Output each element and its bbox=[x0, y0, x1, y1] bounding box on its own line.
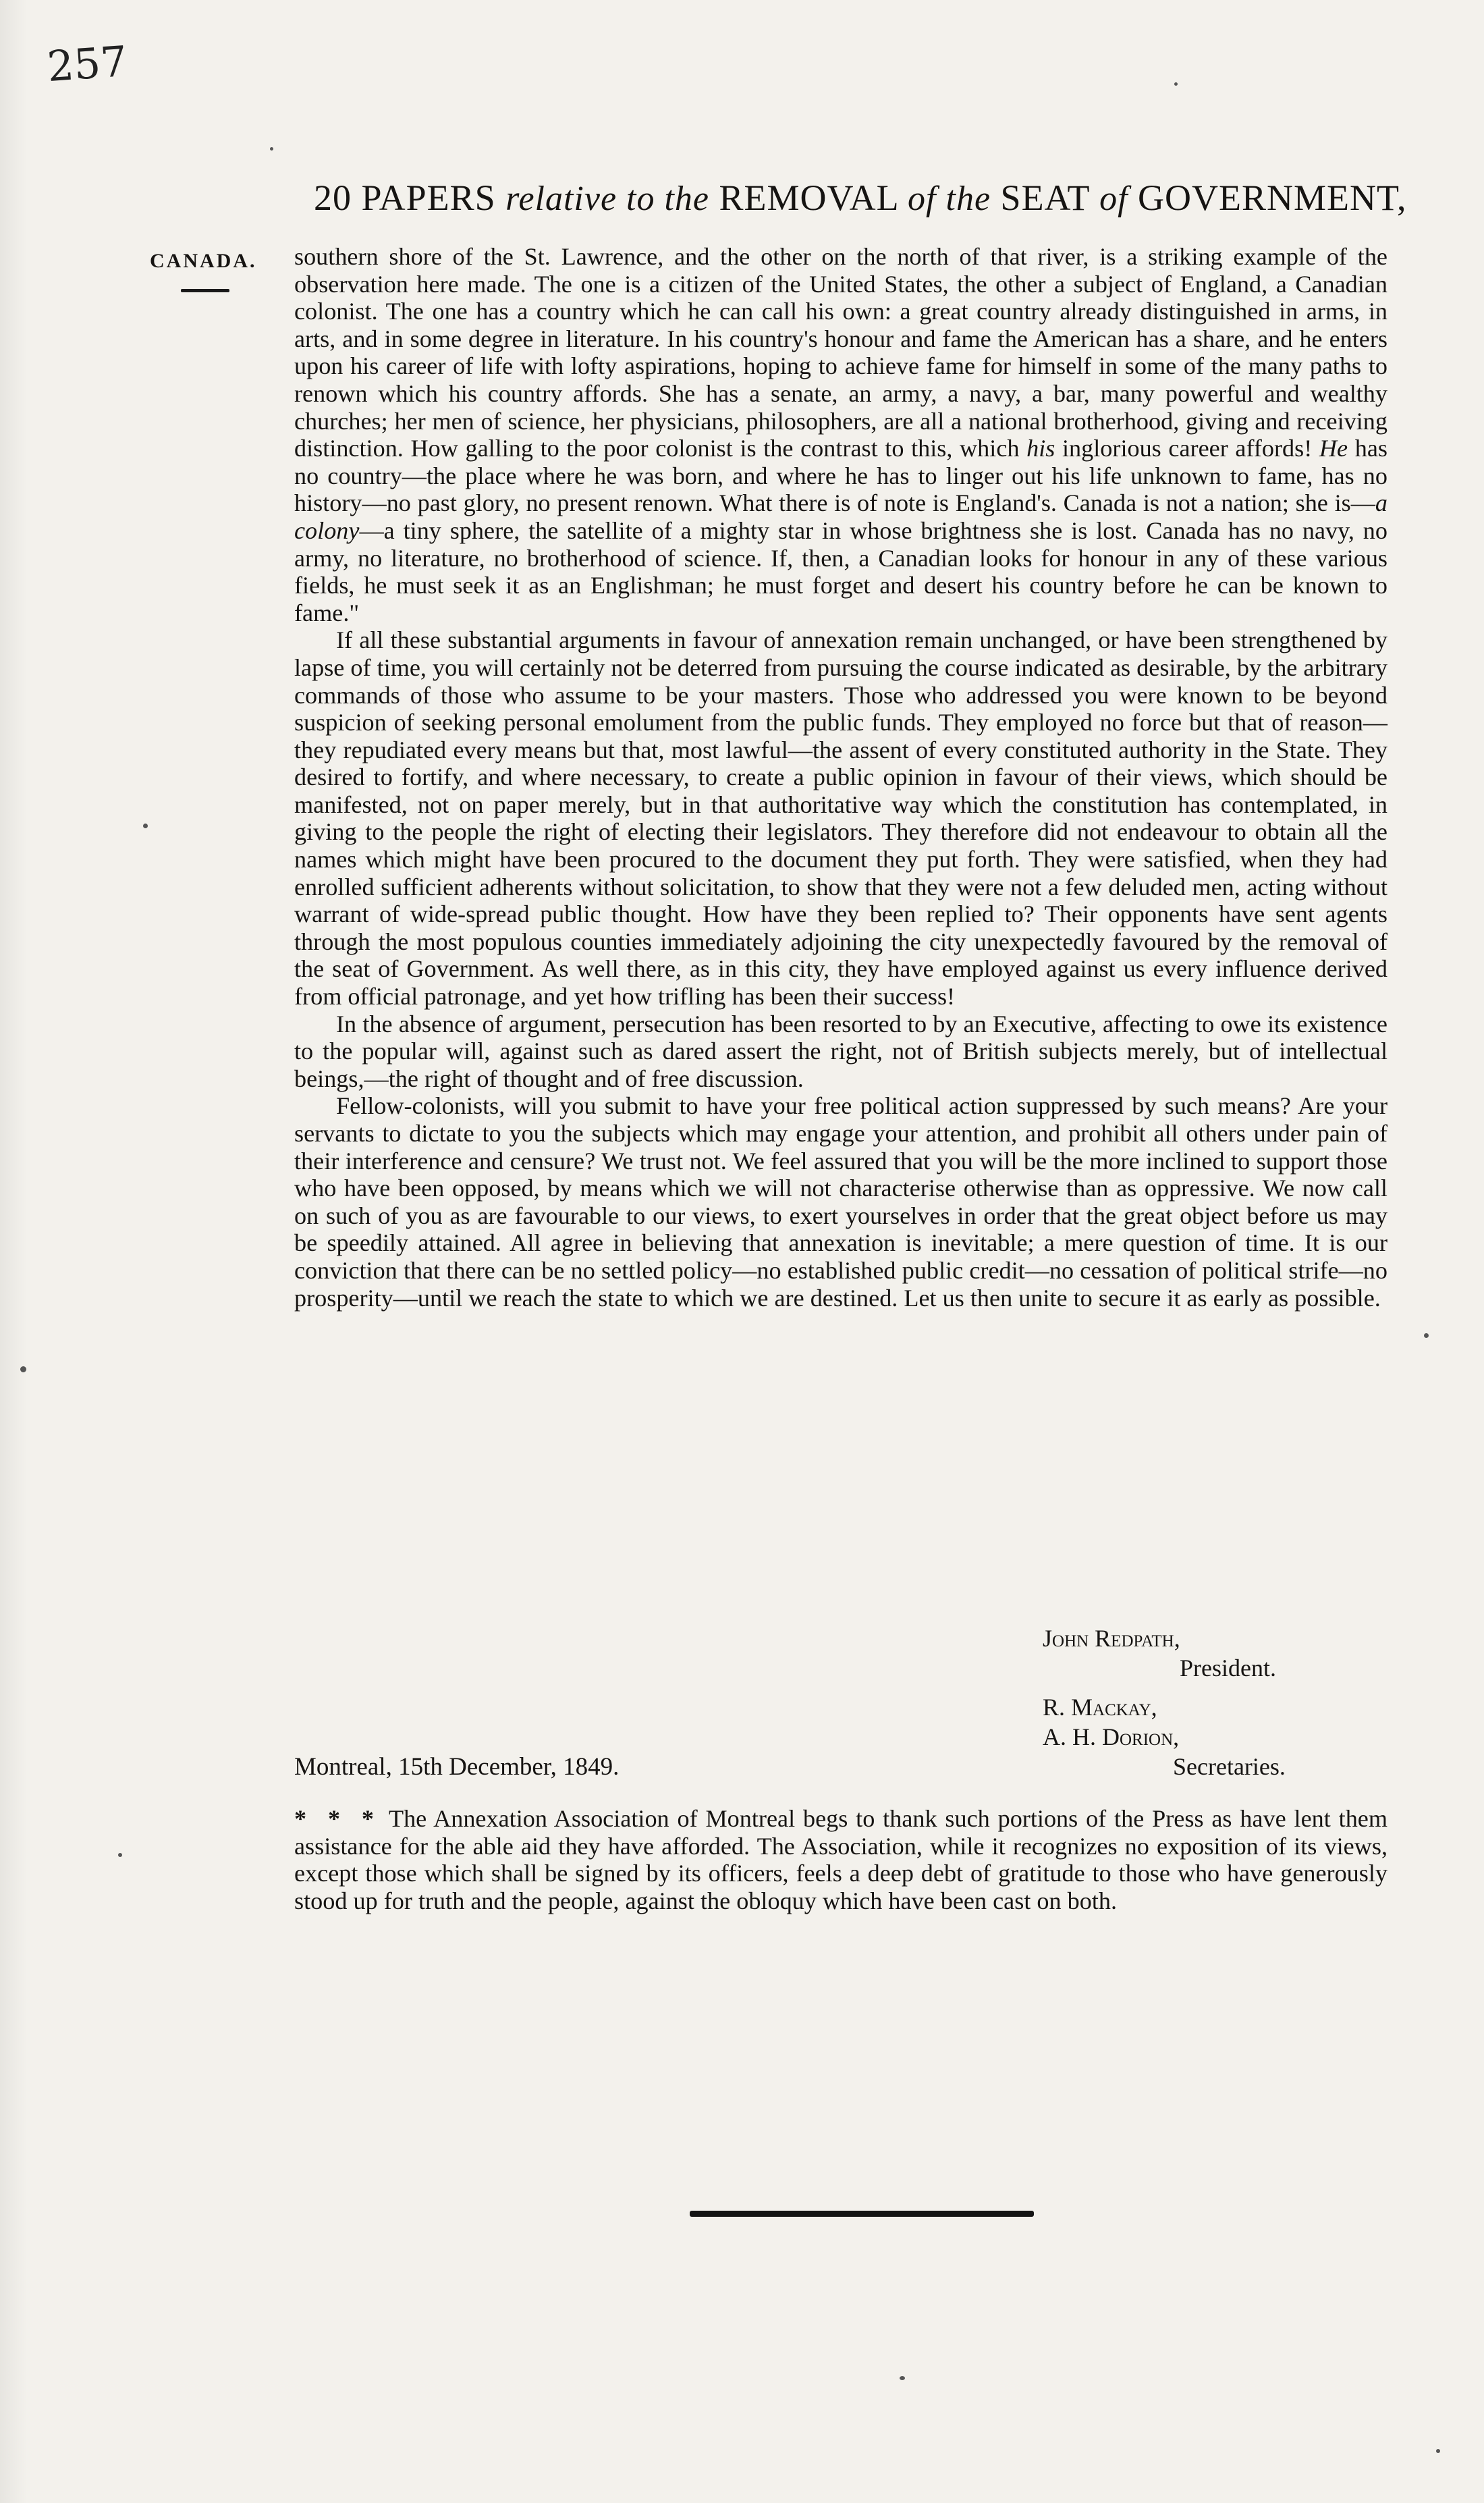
scan-speck bbox=[1436, 2449, 1440, 2453]
running-head-word-2: relative to the bbox=[505, 180, 710, 218]
scan-speck bbox=[118, 1853, 122, 1857]
paragraph-1-italic-colony: a colony bbox=[294, 489, 1387, 544]
signature-secretary-1: R. Mackay, bbox=[1043, 1694, 1157, 1721]
paragraph-1-part-e: has no country—the place where he was born, and where he has to linger out his life unknown to fame, has no history—no past glory, no present renown. What there is of note is England's. Canada is not a nation; she is— bbox=[294, 435, 1388, 517]
paragraph-2: If all these substantial arguments in favour of annexation remain unchanged, or have been strengthened by lapse of time, you will certainly not be deterred from pursuing the course indicated as desirable, by the arbitrary commands of those who assume to be your masters. Those who addressed you were known to be beyond suspicion of seeking personal emolument from the public funds. They employed no force but that of reason—they repudiated every means but that, most lawful—the assent of every constituted authority in the State. They desired to fortify, and where necessary, to create a public opinion in favour of their views, which should be manifested, not on paper merely, but in that authoritative way which the constitution has contemplated, in giving to the people the right of electing their legislators. They therefore did not endeavour to obtain all the names which might have been procured to the document they put forth. They were satisfied, when they had enrolled sufficient adherents without solicitation, to show that they were not a few deluded men, acting without warrant of wide-spread public thought. How have they been replied to? Their opponents have sent agents through the most populous counties immediately adjoining the city unexpectedly favoured by the removal of the seat of Government. As well there, as in this city, they have employed against us every influence derived from official patronage, and yet how trifling has been their success! bbox=[294, 626, 1387, 1011]
paragraph-1-part-c: inglorious career affords! bbox=[1055, 435, 1319, 462]
paragraph-3: In the absence of argument, persecution has been resorted to by an Executive, affecting to owe its existence to the popular will, against such as dared assert the right, not of British subjects merely, but of intellectual beings,—the right of thought and of free discussion. bbox=[294, 1010, 1387, 1092]
running-head-word-7: GOVERNMENT, bbox=[1138, 178, 1407, 218]
end-rule bbox=[690, 2211, 1034, 2217]
scan-speck bbox=[1174, 82, 1178, 86]
paragraph-1 bbox=[294, 243, 1387, 626]
page-number: 20 bbox=[314, 178, 352, 218]
signature-secretary-2: A. H. Dorion, bbox=[1043, 1723, 1180, 1750]
footnote-text: The Annexation Association of Montreal begs to thank such portions of the Press as have lent them assistance for the able aid they have afforded. The Association, while it recognizes no exposition of its views, except those which shall be signed by its officers, feels a deep debt of gratitude to those who have generously stood up for truth and the people, against the obloquy which have been cast on both. bbox=[294, 1805, 1387, 1914]
signature-president-name: John Redpath, bbox=[1043, 1625, 1180, 1652]
paragraph-1-italic-his: his bbox=[1026, 435, 1055, 462]
marginal-label: CANADA. bbox=[150, 250, 257, 272]
paragraph-1-part-g: —a tiny sphere, the satellite of a mighty star in whose brightness she is lost. Canada has no navy, no army, no literature, no brotherhood of science. If, then, a Canadian looks for honour in any of these various fields, he must seek it as an Englishman; he must forget and desert his country before he can be known to fame." bbox=[294, 516, 1387, 626]
page-gutter-shadow bbox=[0, 0, 27, 2503]
paragraph-1-part-a: southern shore of the St. Lawrence, and the other on the north of that river, is a striking example of the observation here made. The one is a citizen of the United States, the other a subject of England, a Canadian colonist. The one has a country which he can call his own: a great country already distinguished in arms, in arts, and in some degree in literature. In his country's honour and fame the American has a share, and he enters upon his career of life with lofty aspirations, hoping to achieve fame for himself in some of the many paths to renown which his country affords. She has a senate, an army, a navy, a bar, many powerful and wealthy churches; her men of science, her physicians, philosophers, are all a national brotherhood, giving and receiving distinction. How galling to the poor colonist is the contrast to this, which bbox=[294, 243, 1387, 462]
date-line: Montreal, 15th December, 1849. bbox=[294, 1753, 620, 1781]
scan-speck bbox=[1424, 1333, 1429, 1338]
scan-speck bbox=[270, 147, 273, 151]
signature-president-title: President. bbox=[1180, 1654, 1276, 1681]
handwritten-page-mark: 257 bbox=[45, 36, 129, 92]
running-head-word-3: REMOVAL bbox=[719, 178, 898, 218]
running-head-word-4: of the bbox=[908, 180, 991, 218]
signature-secretaries-title: Secretaries. bbox=[1173, 1753, 1286, 1780]
scan-speck bbox=[900, 2376, 905, 2380]
scan-speck bbox=[20, 1366, 26, 1372]
footnote bbox=[294, 1805, 1387, 1914]
scan-speck bbox=[143, 824, 148, 828]
body-text bbox=[294, 243, 1387, 1312]
running-head-word-1: PAPERS bbox=[361, 178, 496, 218]
marginal-label-underline bbox=[181, 289, 229, 292]
running-head-word-6: of bbox=[1099, 180, 1128, 218]
running-head-word-5: SEAT bbox=[1000, 178, 1090, 218]
paragraph-1-italic-he: He bbox=[1319, 435, 1348, 462]
paragraph-4: Fellow-colonists, will you submit to have your free political action suppressed by such means? Are your servants to dictate to you the subjects which may engage your attention, and prohibit all others under pain of their interference and censure? We trust not. We feel assured that you will be the more inclined to support those who have been opposed, by means which we will not characterise otherwise than as oppressive. We now call on such of you as are favourable to our views, to exert yourselves in order that the great object before us may be speedily attained. All agree in believing that annexation is inevitable; a mere question of time. It is our conviction that there can be no settled policy—no established public credit—no cessation of political strife—no prosperity—until we reach the state to which we are destined. Let us then unite to secure it as early as possible. bbox=[294, 1092, 1387, 1312]
footnote-stars: * * * bbox=[294, 1805, 381, 1832]
running-head bbox=[314, 177, 1407, 219]
